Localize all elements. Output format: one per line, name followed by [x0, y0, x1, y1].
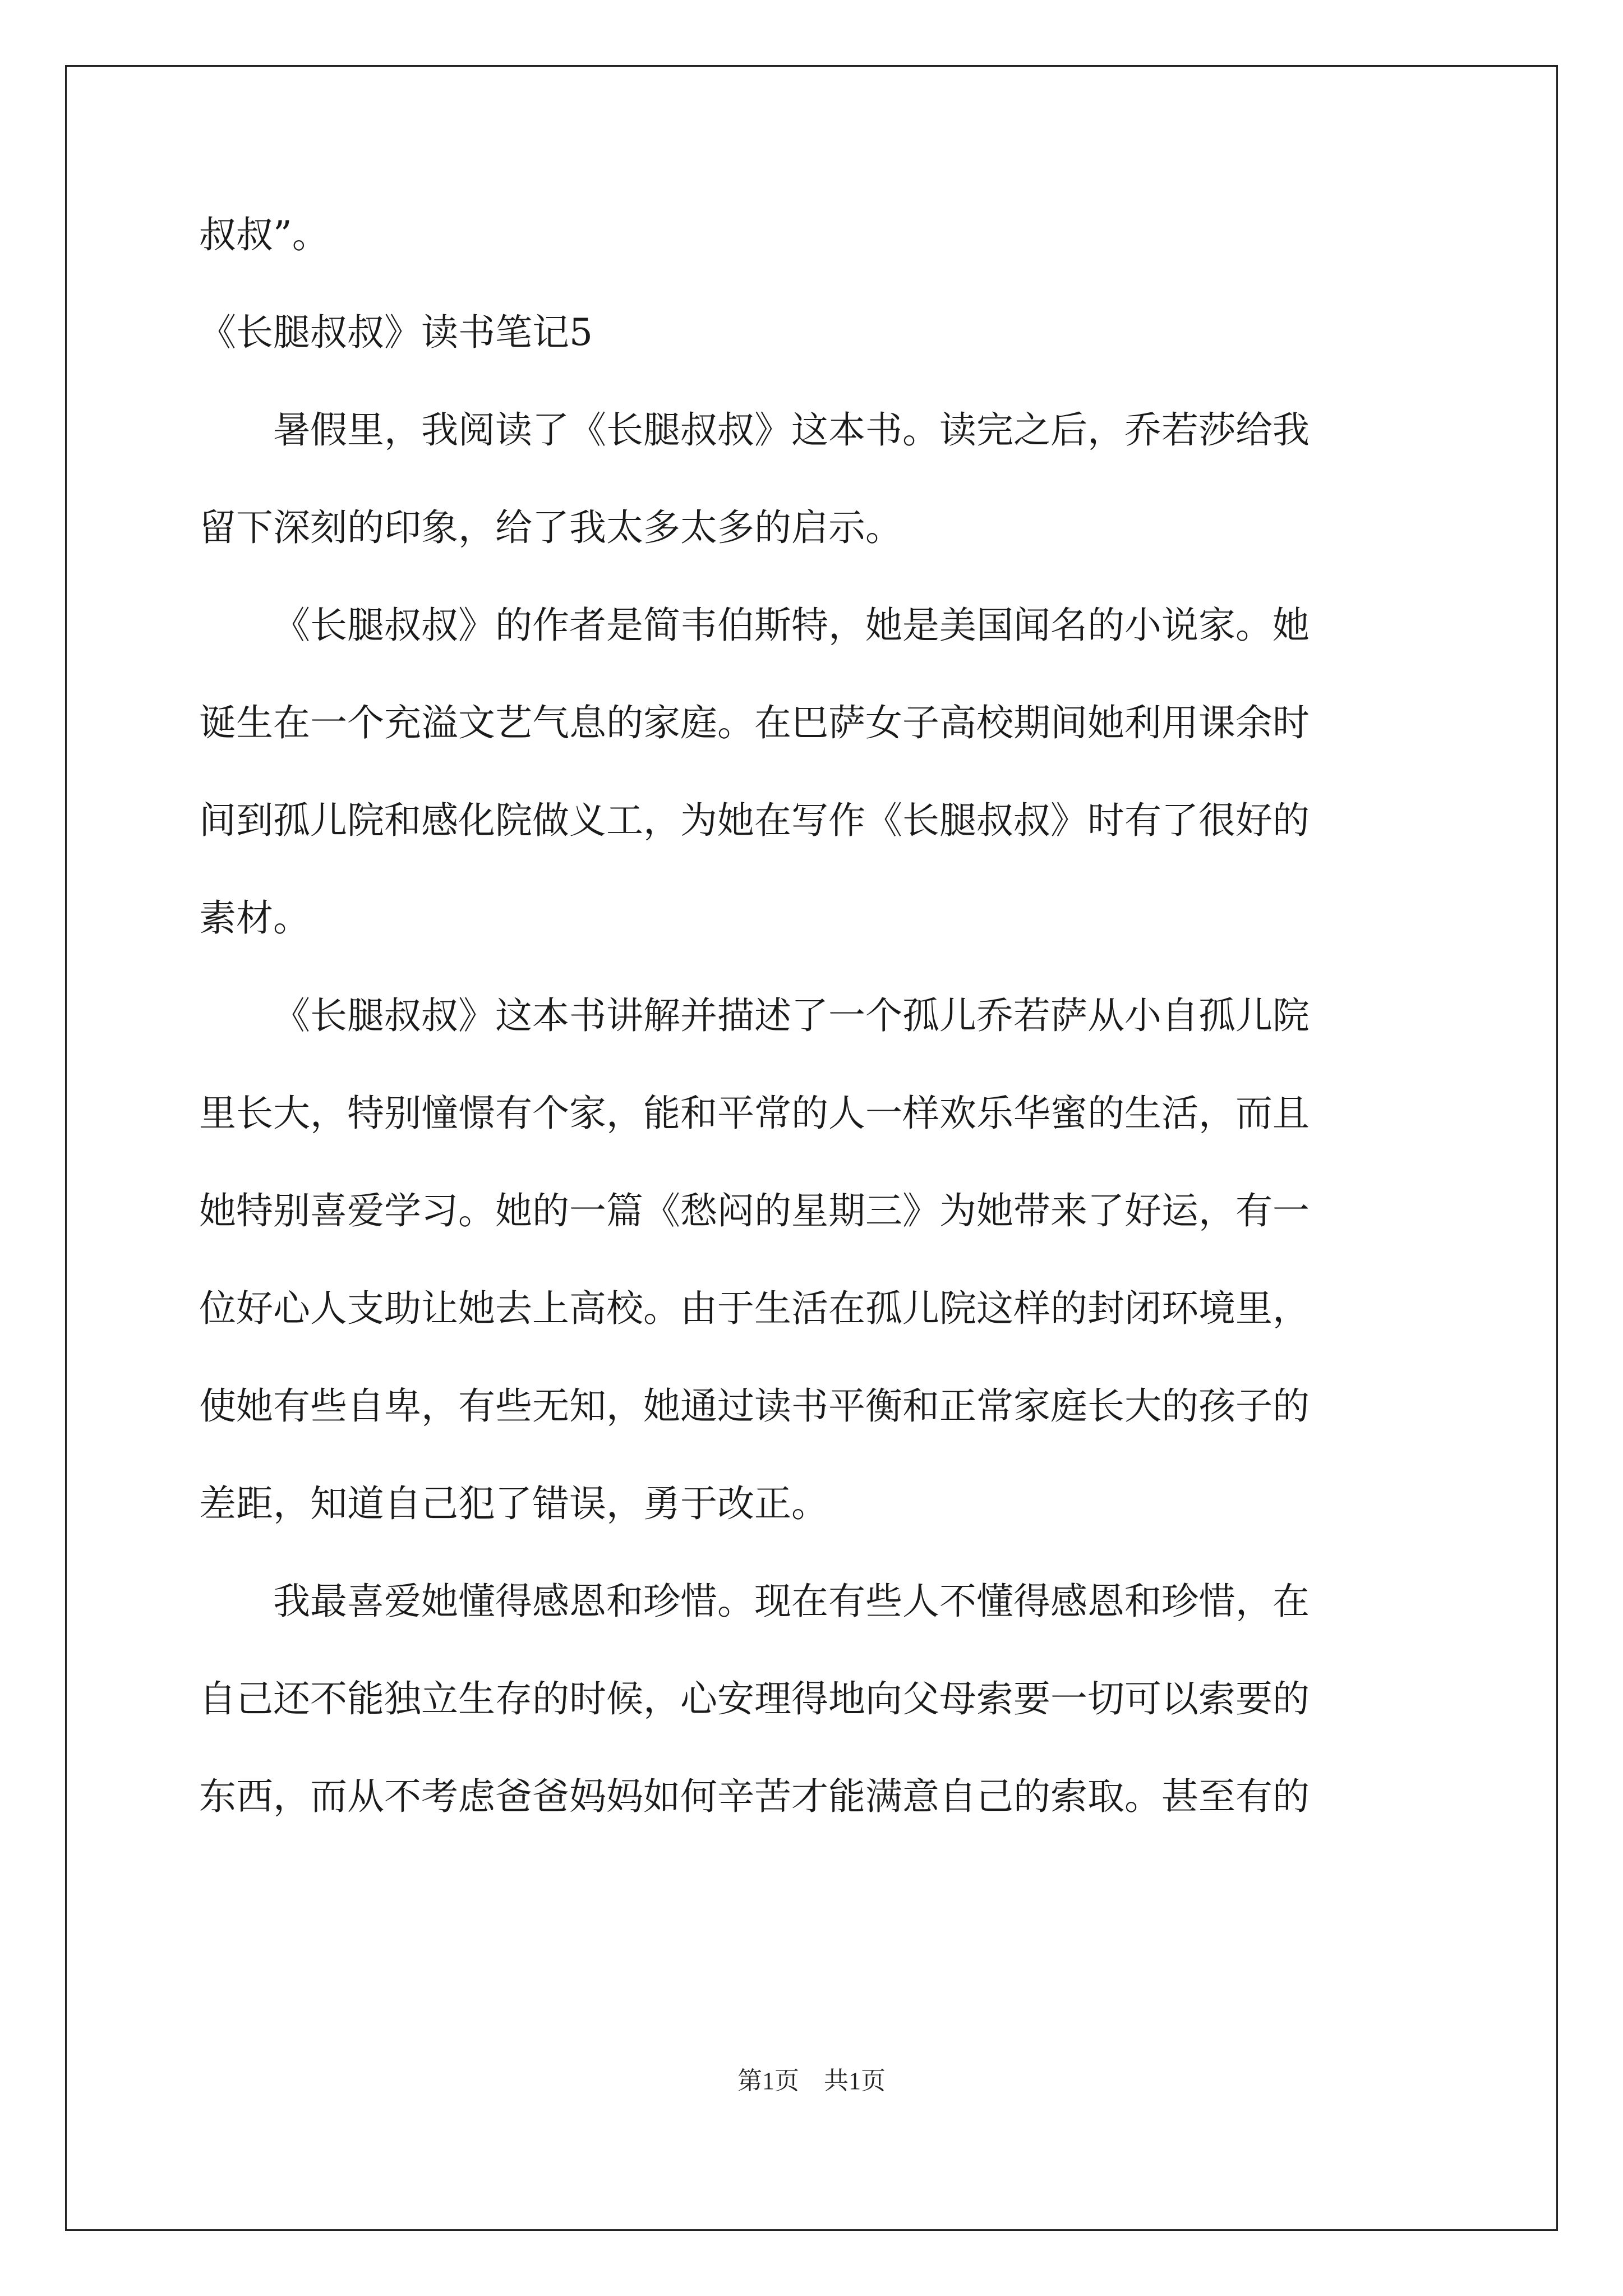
- paragraph-line: 留下深刻的印象，给了我太多太多的启示。: [199, 506, 902, 549]
- paragraph-line: 叔叔”。: [199, 213, 329, 256]
- paragraph-line: 《长腿叔叔》这本书讲解并描述了一个孤儿乔若萨从小自孤儿院: [273, 994, 1310, 1037]
- paragraph-line: 暑假里，我阅读了《长腿叔叔》这本书。读完之后，乔若莎给我: [273, 408, 1310, 452]
- paragraph-line: 《长腿叔叔》的作者是简韦伯斯特，她是美国闻名的小说家。她: [273, 604, 1310, 647]
- paragraph-line: 她特别喜爱学习。她的一篇《愁闷的星期三》为她带来了好运，有一: [199, 1189, 1310, 1232]
- paragraph-line: 差距，知道自己犯了错误，勇于改正。: [199, 1482, 828, 1525]
- page-footer: 第1页 共1页: [737, 2067, 886, 2095]
- paragraph-line: 我最喜爱她懂得感恩和珍惜。现在有些人不懂得感恩和珍惜，在: [273, 1580, 1310, 1623]
- paragraph-line: 东西，而从不考虑爸爸妈妈如何辛苦才能满意自己的索取。甚至有的: [199, 1775, 1310, 1818]
- paragraph-line: 使她有些自卑，有些无知，她通过读书平衡和正常家庭长大的孩子的: [199, 1384, 1310, 1428]
- document-body: [199, 210, 1433, 1821]
- paragraph-line: 素材。: [199, 896, 310, 940]
- paragraph-line: 间到孤儿院和感化院做义工，为她在写作《长腿叔叔》时有了很好的: [199, 799, 1310, 842]
- section-heading: 《长腿叔叔》读书笔记5: [199, 311, 593, 354]
- paragraph-line: 里长大，特别憧憬有个家，能和平常的人一样欢乐华蜜的生活，而且: [199, 1092, 1310, 1135]
- paragraph-line: 位好心人支助让她去上高校。由于生活在孤儿院这样的封闭环境里，: [199, 1287, 1310, 1330]
- paragraph-line: 诞生在一个充溢文艺气息的家庭。在巴萨女子高校期间她利用课余时: [199, 701, 1310, 744]
- paragraph-line: 自己还不能独立生存的时候，心安理得地向父母索要一切可以索要的: [199, 1677, 1310, 1720]
